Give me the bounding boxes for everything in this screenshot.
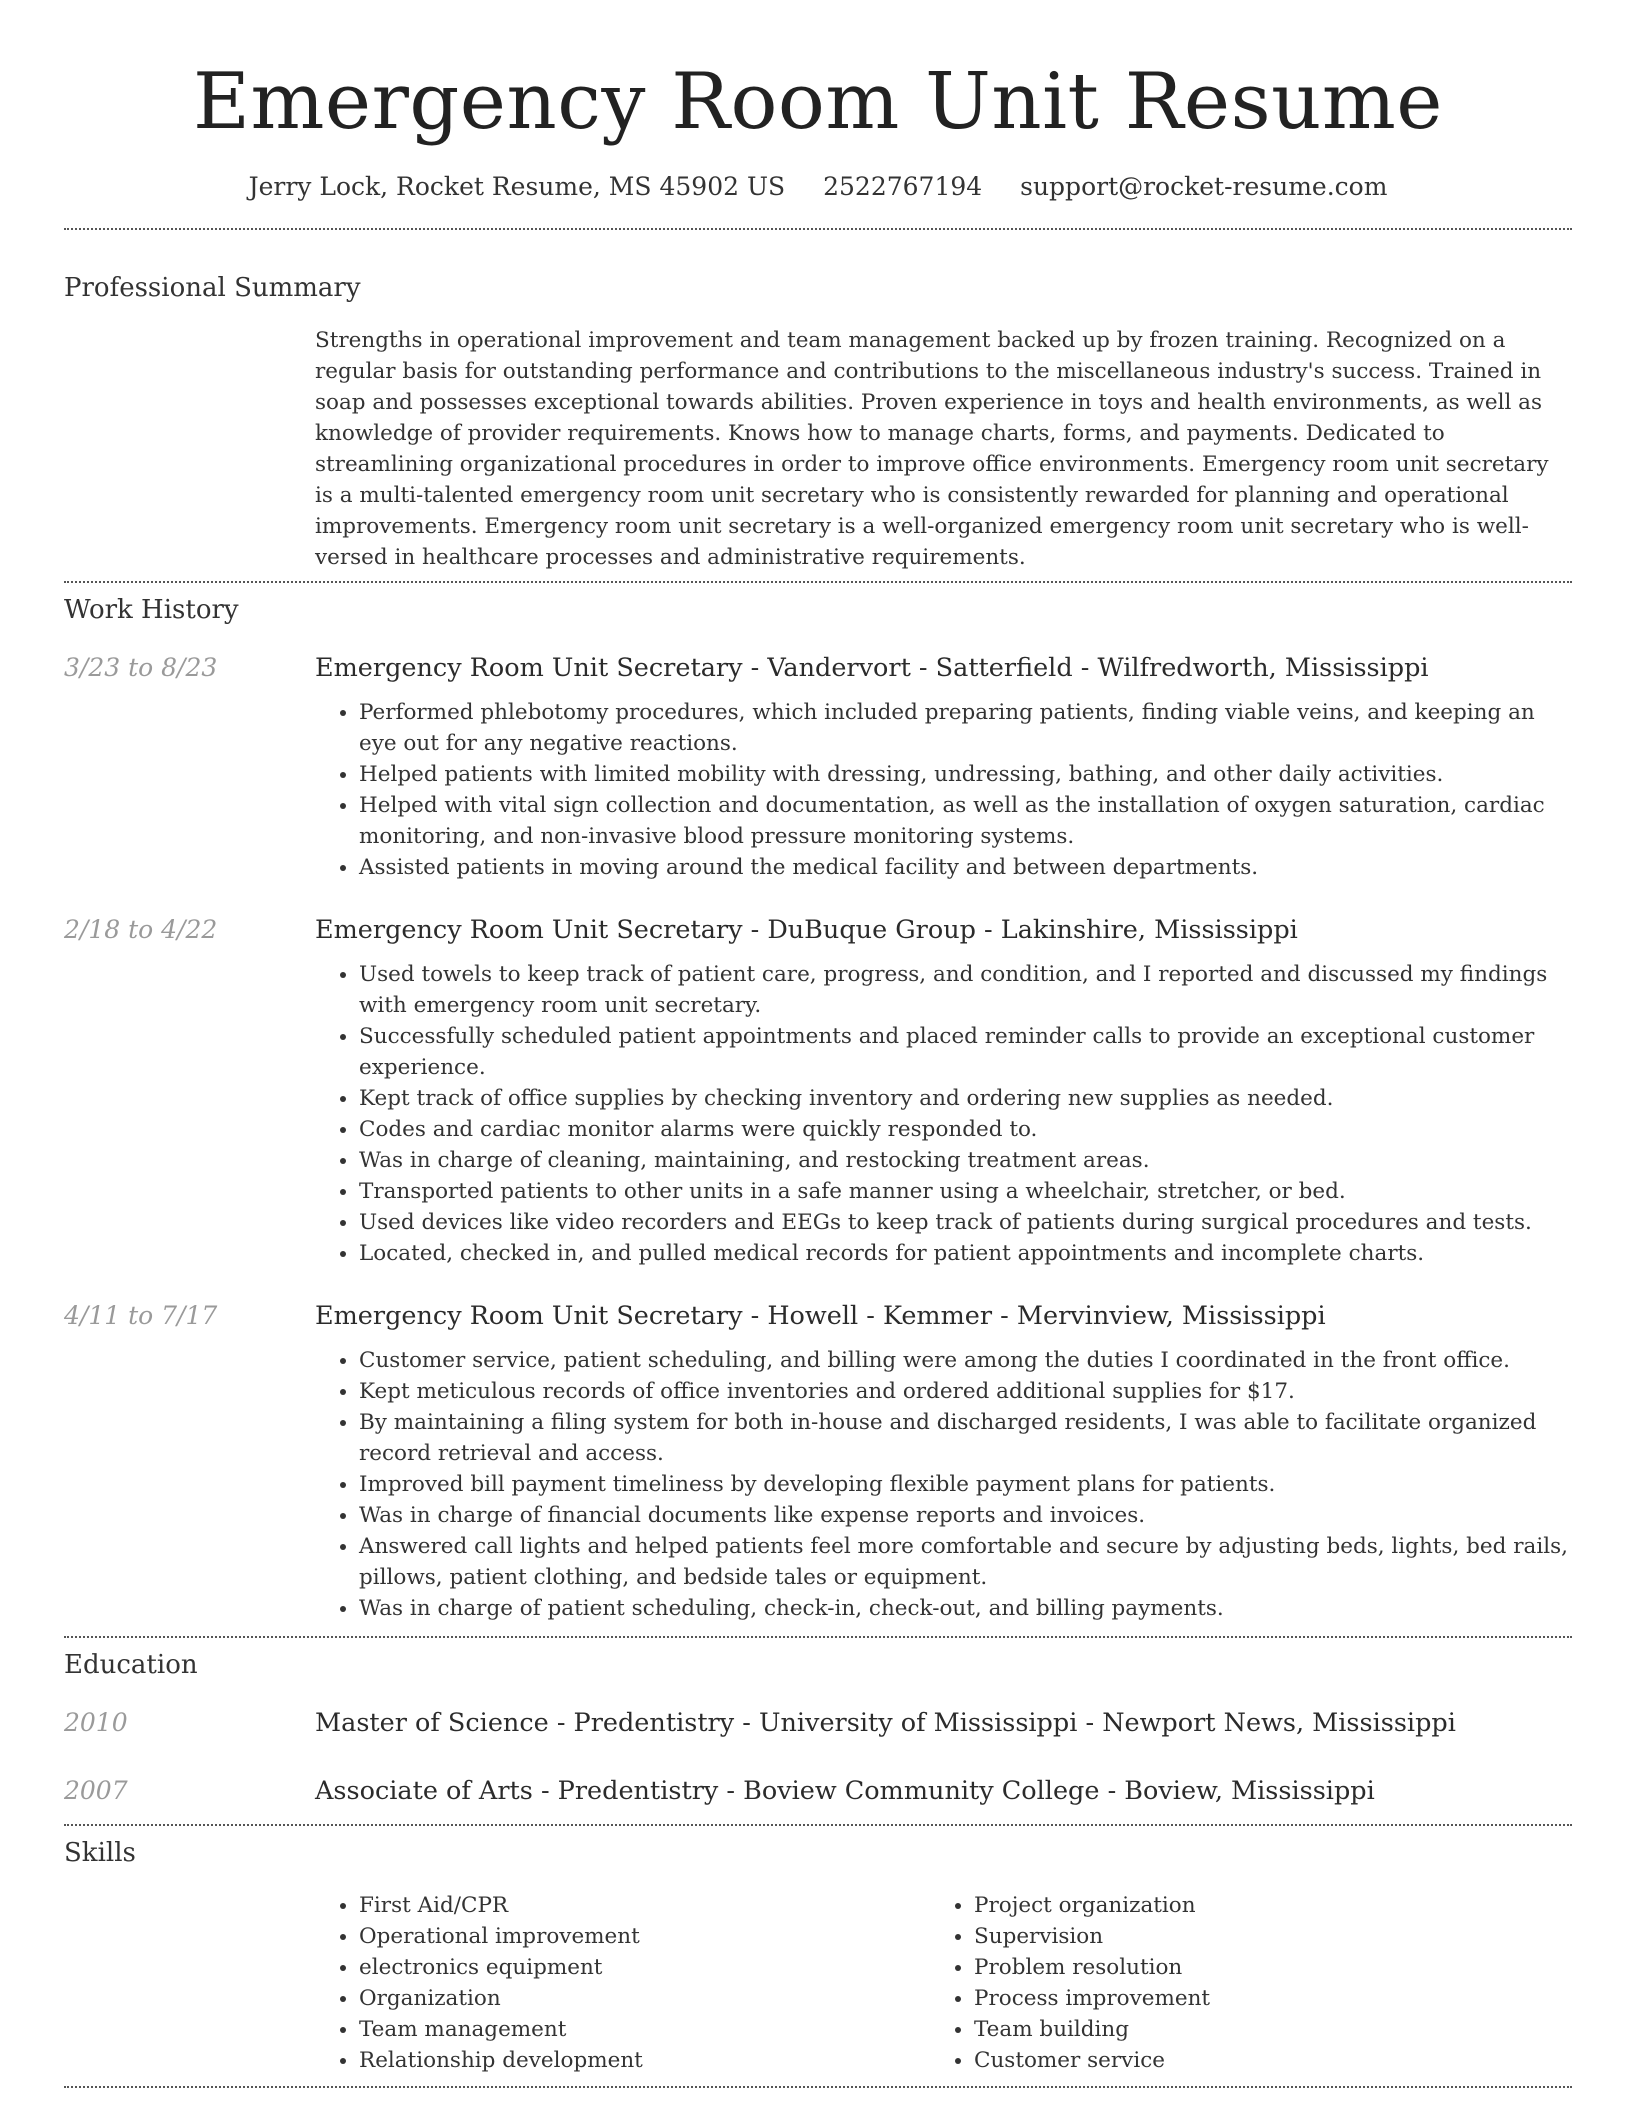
list-item: • Helped with vital sign collection and documentation, as well as the installation of oxygen saturation, cardiac monitoring, and non-invasive blood pressure monitoring systems. [359,790,1572,852]
job-entry [64,1299,1572,1624]
skills-section [64,1836,1572,2076]
list-item: • Team building [974,2014,1545,2045]
page-title: Emergency Room Unit Resume [193,57,1443,147]
list-item: • Used towels to keep track of patient care, progress, and condition, and I reported and discussed my findings with emergency room unit secretary. [359,959,1572,1021]
skills-column-left [315,1890,930,2076]
contact-line [64,170,1572,204]
divider [64,2086,1572,2088]
job-dates: 2/18 to 4/22 [64,915,218,944]
job-title: Emergency Room Unit Secretary - Howell - Kemmer - Mervinview, Mississippi [315,1301,1326,1331]
divider [64,1636,1572,1638]
list-item: • Team management [359,2014,930,2045]
education-year: 2007 [64,1776,128,1805]
list-item: • Customer service, patient scheduling, and billing were among the duties I coordinated in the front office. [359,1345,1572,1376]
divider [64,1824,1572,1826]
list-item: • Performed phlebotomy procedures, which included preparing patients, finding viable veins, and keeping an eye out for any negative reactions. [359,697,1572,759]
list-item: • Kept track of office supplies by checking inventory and ordering new supplies as needed. [359,1083,1572,1114]
list-item: • Relationship development [359,2045,930,2076]
education-heading: Education [64,1650,198,1680]
contact-email: support@rocket-resume.com [1020,172,1388,201]
job-title: Emergency Room Unit Secretary - DuBuque Group - Lakinshire, Mississippi [315,915,1298,945]
list-item: • Successfully scheduled patient appointments and placed reminder calls to provide an exceptional customer experience. [359,1021,1572,1083]
list-item: • Operational improvement [359,1921,930,1952]
list-item: • Supervision [974,1921,1545,1952]
list-item: • Helped patients with limited mobility with dressing, undressing, bathing, and other daily activities. [359,759,1572,790]
list-item: • Answered call lights and helped patients feel more comfortable and secure by adjusting beds, lights, bed rails, pillows, patient clothing, and bedside tales or equipment. [359,1531,1572,1593]
summary-text: Strengths in operational improvement and team management backed up by frozen training. Recognized on a regular basis for outstanding performance and contributions to the miscellaneous industry's success. Trained in soap and possesses exceptional towards abilities. Proven experience in toys and health environments, as well as knowledge of provider requirements. Knows how to manage charts, forms, and payments. Dedicated to streamlining organizational procedures in order to improve office environments. Emergency room unit secretary is a multi-talented emergency room unit secretary who is consistently rewarded for planning and operational improvements. Emergency room unit secretary is a well-organized emergency room unit secretary who is well-versed in healthcare processes and administrative requirements. [315,328,1549,570]
list-item: • electronics equipment [359,1952,930,1983]
job-entry [64,651,1572,883]
education-entry [64,1706,1572,1740]
skills-list [64,1890,1572,2076]
resume-page [64,0,1572,2088]
list-item: • Was in charge of financial documents like expense reports and invoices. [359,1500,1572,1531]
job-title: Emergency Room Unit Secretary - Vandervort - Satterfield - Wilfredworth, Mississippi [315,653,1429,683]
list-item: • Assisted patients in moving around the medical facility and between departments. [359,852,1572,883]
list-item: • Was in charge of patient scheduling, check-in, check-out, and billing payments. [359,1593,1572,1624]
contact-phone: 2522767194 [823,172,983,201]
education-year: 2010 [64,1708,128,1737]
summary-heading: Professional Summary [64,273,361,303]
divider [64,228,1572,230]
list-item: • Process improvement [974,1983,1545,2014]
education-entry [64,1774,1572,1808]
list-item: • Improved bill payment timeliness by developing flexible payment plans for patients. [359,1469,1572,1500]
education-title: Master of Science - Predentistry - University of Mississippi - Newport News, Mississippi [315,1708,1456,1738]
job-bullets [315,697,1572,883]
list-item: • Located, checked in, and pulled medical records for patient appointments and incomplete charts. [359,1238,1572,1269]
list-item: • First Aid/CPR [359,1890,930,1921]
list-item: • Used devices like video recorders and EEGs to keep track of patients during surgical procedures and tests. [359,1207,1572,1238]
job-bullets [315,959,1572,1269]
job-bullets [315,1345,1572,1624]
list-item: • Was in charge of cleaning, maintaining, and restocking treatment areas. [359,1145,1572,1176]
divider [64,581,1572,583]
list-item: • Problem resolution [974,1952,1545,1983]
list-item: • Project organization [974,1890,1545,1921]
list-item: • Organization [359,1983,930,2014]
list-item: • Codes and cardiac monitor alarms were quickly responded to. [359,1114,1572,1145]
work-history-heading: Work History [64,595,239,625]
job-dates: 3/23 to 8/23 [64,653,218,682]
skills-heading: Skills [64,1838,136,1868]
list-item: • Transported patients to other units in a safe manner using a wheelchair, stretcher, or bed. [359,1176,1572,1207]
job-dates: 4/11 to 7/17 [64,1301,218,1330]
education-section [64,1648,1572,1808]
education-title: Associate of Arts - Predentistry - Boview Community College - Boview, Mississippi [315,1776,1375,1806]
list-item: • Kept meticulous records of office inventories and ordered additional supplies for $17. [359,1376,1572,1407]
work-history-section [64,593,1572,1624]
list-item: • Customer service [974,2045,1545,2076]
summary-section [64,271,1572,573]
job-entry [64,913,1572,1269]
list-item: • By maintaining a filing system for both in-house and discharged residents, I was able to facilitate organized record retrieval and access. [359,1407,1572,1469]
contact-address: Jerry Lock, Rocket Resume, MS 45902 US [248,172,786,201]
skills-column-right [930,1890,1545,2076]
